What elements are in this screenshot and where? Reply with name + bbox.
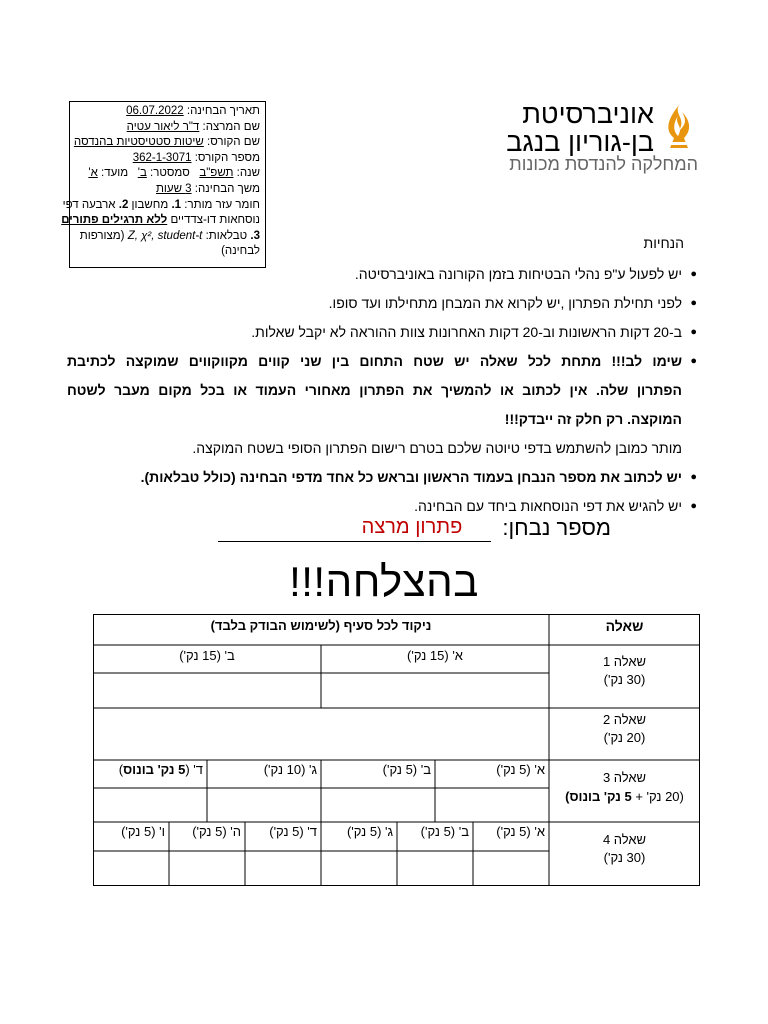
duration-label: משך הבחינה: — [194, 182, 260, 195]
list-item — [67, 463, 697, 492]
q1-points: (30 נק') — [603, 672, 646, 687]
instruction-text: המוקצה. רק חלק זה ייבדק!!! — [504, 411, 682, 427]
course-number-row — [74, 151, 260, 167]
q2-name: שאלה 2 — [602, 712, 647, 727]
bullet-icon: ● — [690, 268, 697, 280]
q4-c-label: ג' (5 נק') — [346, 824, 393, 839]
date-value: 06.07.2022 — [126, 105, 184, 117]
materials-row-2 — [61, 213, 260, 229]
materials-formula-sheets: נוסחאות דו-צדדיים — [170, 214, 260, 227]
q3-d-label — [99, 762, 203, 777]
year-value: תשפ"ב — [199, 167, 234, 180]
instruction-text: הפתרון שלה. אין לכתוב או להמשיך את הפתרון מאחורי העמוד או בכל מקום מעבר לשטח — [67, 382, 682, 398]
instruction-text: יש להגיש את דפי הנוסחאות ביחד עם הבחינה. — [414, 498, 682, 514]
materials-row-3 — [74, 229, 260, 245]
bullet-icon: ● — [690, 355, 697, 367]
materials-calculator: מחשבון — [131, 198, 169, 211]
materials-row-1 — [62, 198, 260, 214]
instructions-list — [67, 260, 697, 521]
university-logo — [488, 98, 698, 178]
list-item — [67, 289, 697, 318]
exam-info-box — [61, 101, 266, 268]
course-number-label: מספר הקורס: — [194, 151, 260, 164]
q3-d-bonus: 5 נק' בונוס — [123, 762, 186, 777]
duration-row — [74, 182, 260, 198]
materials-attached: (מצורפות — [79, 229, 125, 242]
q3-c-label: ג' (10 נק') — [263, 762, 317, 777]
materials-for-exam: לבחינה) — [221, 245, 260, 258]
date-row — [74, 104, 260, 120]
bullet-icon: ● — [690, 297, 697, 309]
year-row — [74, 166, 260, 182]
instruction-text: יש לפעול ע"פ נהלי הבטיחות בזמן הקורונה באוניברסיטה. — [354, 266, 682, 282]
course-row — [74, 135, 260, 151]
header-question: שאלה — [605, 618, 644, 634]
q4-b-label: ב' (5 נק') — [420, 824, 469, 839]
q3-a-label: א' (5 נק') — [496, 762, 545, 777]
list-item — [67, 260, 697, 289]
materials-label: חומר עזר מותר: — [184, 198, 260, 211]
bullet-icon: ● — [690, 500, 697, 512]
year-label: שנה: — [236, 167, 260, 180]
q2-points: (20 נק') — [603, 730, 646, 745]
moed-value: א' — [88, 167, 98, 180]
q4-name: שאלה 4 — [602, 832, 647, 847]
materials-tables-label: טבלאות: — [205, 229, 248, 242]
q3-points-base: (20 נק' + — [635, 789, 684, 804]
lecturer-value: ד"ר ליאור עטיה — [126, 120, 200, 133]
list-item — [67, 318, 697, 347]
q4-e-label: ה' (5 נק') — [192, 824, 241, 839]
instruction-text: ב-20 דקות הראשונות וב-20 דקות האחרונות צוות ההוראה לא יקבל שאלות. — [251, 324, 682, 340]
q1-name: שאלה 1 — [602, 654, 647, 669]
q4-points: (30 נק') — [603, 850, 646, 865]
flame-logo-icon — [658, 102, 698, 150]
course-number-value: 362-1-3071 — [132, 151, 192, 164]
bullet-icon: ● — [690, 326, 697, 338]
course-value: שיטות סטטיסטיות בהנדסה — [73, 136, 204, 149]
q4-a-label: א' (5 נק') — [496, 824, 545, 839]
bullet-icon: ● — [690, 471, 697, 483]
q4-d-label: ד' (5 נק') — [269, 824, 317, 839]
moed-label: מועד: — [101, 167, 129, 180]
materials-num-1: 1. — [171, 198, 182, 211]
exam-number-value: פתרון מרצה — [361, 516, 463, 538]
exam-number-label: מספר נבחן: — [502, 515, 611, 540]
q3-points — [549, 789, 700, 804]
exam-number-underline — [218, 541, 491, 542]
date-label: תאריך הבחינה: — [186, 105, 260, 117]
list-item — [67, 405, 697, 434]
q1-b-label: ב' (15 נק') — [179, 648, 235, 663]
lecturer-label: שם המרצה: — [202, 120, 260, 133]
materials-no-solved: ללא תרגילים פתורים — [61, 214, 168, 227]
instruction-text: שימו לב!!! מתחת לכל שאלה יש שטח התחום בין שני קווים מקווקווים שמוקצה לכתיבת — [67, 353, 682, 369]
instruction-text: מותר כמובן להשתמש בדפי טיוטה שלכם בטרם רישום הפתרון הסופי בשטח המוקצה. — [192, 440, 682, 456]
course-label: שם הקורס: — [207, 136, 260, 149]
logo-university-word: אוניברסיטת — [522, 99, 654, 129]
materials-row-4 — [74, 244, 260, 260]
materials-tables-list: Z, χ², student-t — [127, 229, 203, 242]
exam-number-field — [218, 515, 611, 547]
header-scoring: ניקוד לכל סעיף (לשימוש הבודק בלבד) — [210, 618, 432, 633]
instruction-text: יש לכתוב את מספר הנבחן בעמוד הראשון ובראש כל אחד מדפי הבחינה (כולל טבלאות). — [140, 469, 682, 485]
instruction-text: לפני תחילת הפתרון ,יש לקרוא את המבחן מתחילתו ועד סופו. — [328, 295, 682, 311]
q1-a-label: א' (15 נק') — [407, 648, 463, 663]
q3-b-label: ב' (5 נק') — [382, 762, 431, 777]
q4-f-label: ו' (5 נק') — [121, 824, 165, 839]
semester-value: ב' — [137, 167, 147, 180]
q3-points-bonus: 5 נק' בונוס) — [565, 789, 632, 804]
lecturer-row — [74, 120, 260, 136]
duration-value: 3 שעות — [155, 182, 192, 195]
q3-name: שאלה 3 — [602, 770, 647, 785]
logo-university-name: בן-גוריון בנגב — [506, 127, 654, 157]
semester-label: סמסטר: — [150, 167, 190, 180]
q3-d-suffix: ) — [118, 762, 124, 777]
department-name: המחלקה להנדסת מכונות — [509, 154, 698, 174]
list-item — [67, 347, 697, 376]
good-luck-heading: בהצלחה!!! — [289, 558, 479, 605]
materials-sheets: ארבעה דפי — [62, 198, 116, 211]
instructions-title: הנחיות — [643, 235, 684, 251]
list-item — [67, 434, 697, 463]
materials-num-2: 2. — [118, 198, 129, 211]
q3-d-prefix: ד' ( — [185, 762, 203, 777]
grading-table — [93, 614, 700, 886]
list-item — [67, 376, 697, 405]
materials-num-3: 3. — [250, 229, 260, 242]
